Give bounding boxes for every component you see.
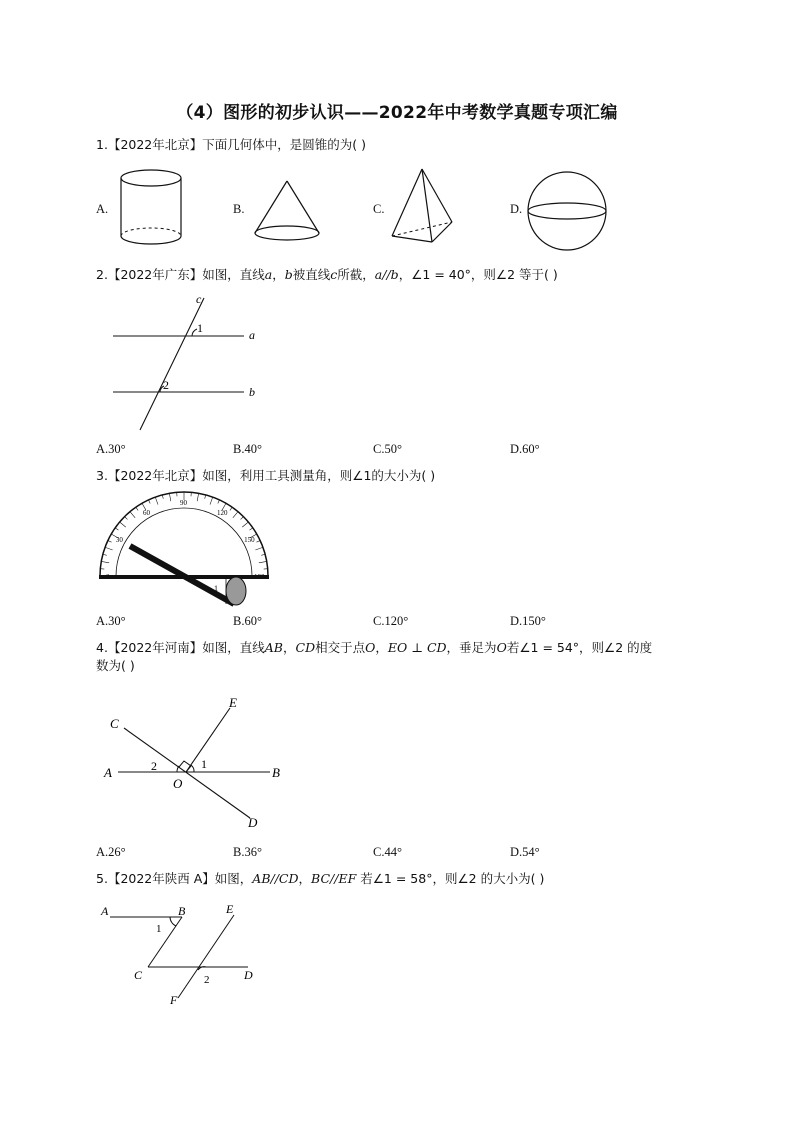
label-O: O <box>173 776 183 791</box>
question-4 <box>96 639 652 675</box>
stem-var: AB <box>264 640 283 655</box>
stem-var: b <box>284 267 293 282</box>
option-a: A. <box>96 202 109 216</box>
stem-text: 若∠1 = 58°，则∠2 的大小为( ) <box>356 871 545 886</box>
label-A: A <box>101 904 109 918</box>
stem-var: EO ⊥ CD <box>387 640 447 655</box>
stem-var: AB//CD <box>252 871 299 886</box>
pyramid-icon <box>388 166 460 248</box>
option-a: A.30° <box>96 442 126 456</box>
option-b: B.60° <box>233 614 262 628</box>
label-E: E <box>226 902 234 916</box>
stem-var: CD <box>295 640 316 655</box>
stem-text: 所截， <box>337 267 375 282</box>
protractor-tick-label: 150 <box>244 536 255 544</box>
label-F: F <box>170 993 178 1007</box>
question-source: 【2022年广东】 <box>107 267 203 282</box>
protractor-tick-label: 60 <box>143 508 150 517</box>
stem-var: BC//EF <box>311 871 357 886</box>
label-c: c <box>196 292 202 306</box>
stem-text: ， <box>298 871 312 886</box>
label-E: E <box>229 695 237 710</box>
label-C: C <box>110 716 119 731</box>
stem-text: 如图，直线 <box>202 640 265 655</box>
option-b: B.36° <box>233 845 262 859</box>
option-c: C.50° <box>373 442 402 456</box>
angle-2-label: 2 <box>151 759 157 773</box>
question-source: 【2022年河南】 <box>107 640 203 655</box>
protractor-figure <box>96 490 276 610</box>
option-c: C.120° <box>373 614 409 628</box>
question-1 <box>96 136 366 154</box>
stem-var: a//b <box>374 267 399 282</box>
stem-text: ，∠1 = 40°，则∠2 等于( ) <box>398 267 558 282</box>
sphere-icon <box>524 170 610 254</box>
protractor-tick-label: 120 <box>217 508 228 517</box>
question-number: 5. <box>96 871 108 886</box>
question-number: 2. <box>96 267 108 282</box>
label-D: D <box>248 815 258 830</box>
stem-text: 若∠1 = 54°，则∠2 的度 <box>506 640 653 655</box>
option-d: D.60° <box>510 442 540 456</box>
stem-text: 相交于点 <box>315 640 366 655</box>
label-A: A <box>104 765 112 780</box>
question-number: 4. <box>96 640 108 655</box>
angle-1-label: 1 <box>214 584 218 593</box>
label-a: a <box>249 328 255 342</box>
question-stem: 如图，利用工具测量角，则∠1的大小为( ) <box>202 468 436 483</box>
question-source: 【2022年北京】 <box>107 468 203 483</box>
stem-text: ， <box>375 640 388 655</box>
option-b: B. <box>233 202 245 216</box>
parallel-lines-figure <box>108 290 268 436</box>
stem-text: ， <box>272 267 285 282</box>
stem-var: O <box>496 640 507 655</box>
question-number: 1. <box>96 137 108 152</box>
stem-text: ，垂足为 <box>446 640 497 655</box>
option-d: D. <box>510 202 523 216</box>
option-b: B.40° <box>233 442 262 456</box>
label-C: C <box>134 968 143 982</box>
stem-var: O <box>365 640 376 655</box>
page-title: （4）图形的初步认识——2022年中考数学真题专项汇编 <box>176 103 618 123</box>
protractor-tick-label: 30 <box>115 536 123 544</box>
question-5 <box>96 870 544 888</box>
option-d: D.54° <box>510 845 540 859</box>
question-stem: 下面几何体中，是圆锥的为( ) <box>202 137 366 152</box>
option-c: C. <box>373 202 385 216</box>
label-B: B <box>178 904 186 918</box>
label-D: D <box>244 968 253 982</box>
parallelogram-lines-figure <box>98 900 268 1010</box>
question-source: 【2022年陕西 A】 <box>107 871 215 886</box>
stem-var: a <box>264 267 273 282</box>
stem-text: 被直线 <box>292 267 331 282</box>
option-c: C.44° <box>373 845 402 859</box>
intersecting-lines-figure <box>100 692 300 832</box>
label-B: B <box>272 765 280 780</box>
angle-1-label: 1 <box>201 757 207 771</box>
angle-1-label: 1 <box>197 321 203 335</box>
question-2 <box>96 266 558 284</box>
label-b: b <box>249 385 255 399</box>
cone-icon <box>250 178 326 246</box>
question-number: 3. <box>96 468 108 483</box>
stem-text: 如图，直线 <box>202 267 265 282</box>
cylinder-icon <box>115 166 195 252</box>
angle-2-label: 2 <box>204 974 210 986</box>
angle-1-label: 1 <box>156 923 162 935</box>
protractor-tick-label: 90 <box>180 499 187 507</box>
question-source: 【2022年北京】 <box>107 137 203 152</box>
stem-text: ， <box>282 640 296 655</box>
stem-var: c <box>330 267 338 282</box>
option-a: A.26° <box>96 845 126 859</box>
stem-text: 如图， <box>214 871 253 886</box>
question-3 <box>96 467 435 485</box>
option-a: A.30° <box>96 614 126 628</box>
question-stem-continued: 数为( ) <box>96 658 135 673</box>
angle-2-label: 2 <box>163 378 169 392</box>
option-d: D.150° <box>510 614 546 628</box>
